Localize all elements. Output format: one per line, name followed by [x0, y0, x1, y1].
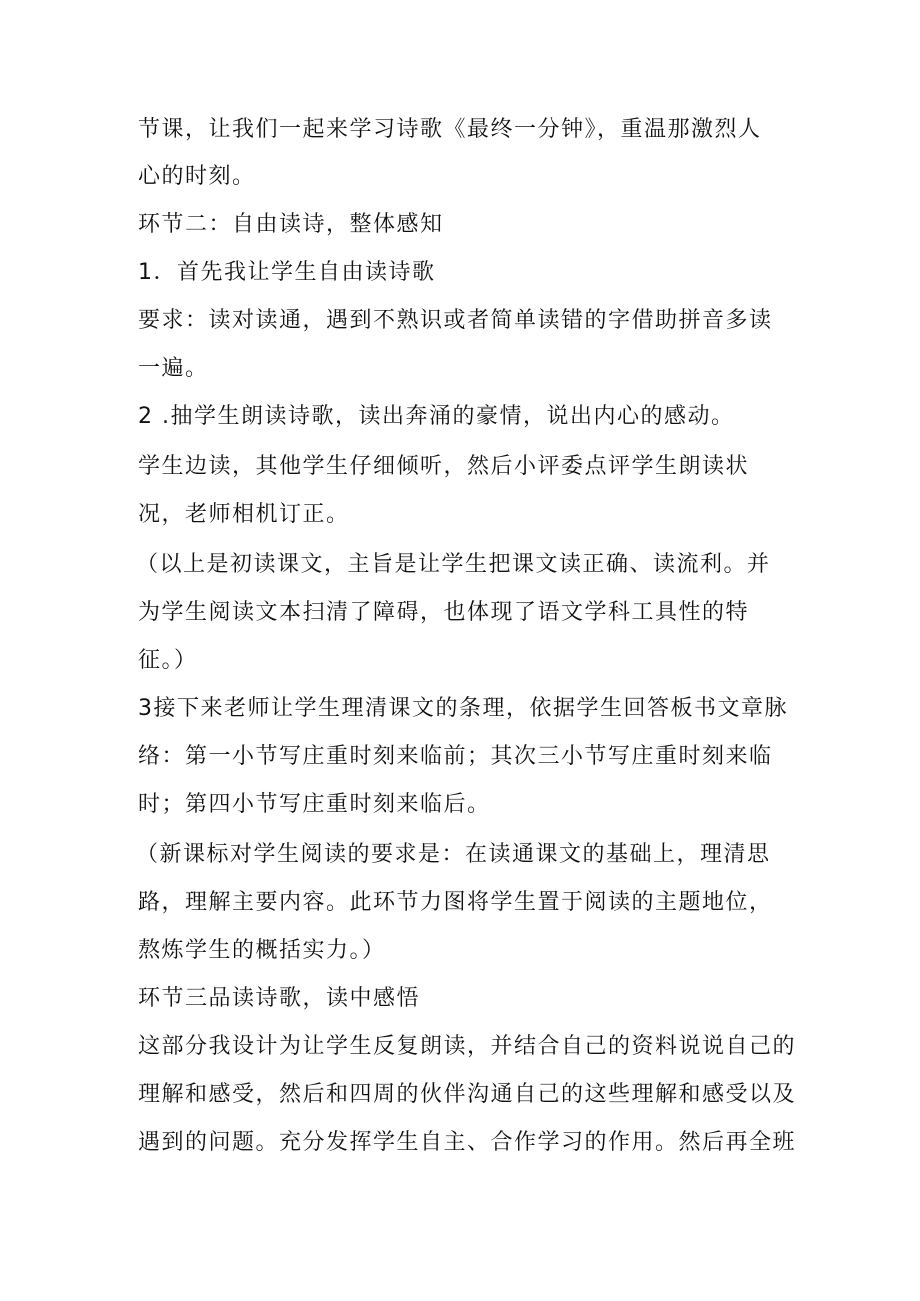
- text-line: 学生边读，其他学生仔细倾听，然后小评委点评学生朗读状: [138, 454, 750, 479]
- text-line: 理解和感受，然后和四周的伙伴沟通自己的这些理解和感受以及: [138, 1082, 797, 1107]
- text-line: 1．首先我让学生自由读诗歌: [138, 260, 436, 285]
- text-line: 一遍。: [138, 356, 209, 381]
- text-line: 要求：读对读通，遇到不熟识或者简单读错的字借助拼音多读: [138, 308, 773, 333]
- text-line: 遇到的问题。充分发挥学生自主、合作学习的作用。然后再全班: [138, 1130, 797, 1155]
- text-line: 况，老师相机订正。: [138, 502, 350, 527]
- text-line: 心的时刻。: [138, 164, 256, 189]
- text-line: 征。）: [138, 648, 198, 673]
- text-line: （以上是初读课文，主旨是让学生把课文读正确、读流利。并: [136, 552, 771, 577]
- text-line: 这部分我设计为让学生反复朗读，并结合自己的资料说说自己的: [138, 1034, 797, 1059]
- section-heading: 环节二：自由读诗，整体感知: [138, 212, 444, 237]
- text-line: 2 .抽学生朗读诗歌，读出奔涌的豪情，说出内心的感动。: [138, 404, 735, 429]
- text-line: 路，理解主要内容。此环节力图将学生置于阅读的主题地位，: [138, 890, 773, 915]
- text-line: 为学生阅读文本扫清了障碍，也体现了语文学科工具性的特: [138, 600, 750, 625]
- text-line: 3接下来老师让学生理清课文的条理，依据学生回答板书文章脉: [138, 696, 788, 721]
- text-line: 节课，让我们一起来学习诗歌《最终一分钟》，重温那激烈人: [138, 117, 762, 142]
- text-line: 熬炼学生的概括实力。）: [138, 938, 386, 963]
- text-line: （新课标对学生阅读的要求是：在读通课文的基础上，理清思: [136, 842, 771, 867]
- text-line: 时；第四小节写庄重时刻来临后。: [138, 792, 491, 817]
- text-line: 络：第一小节写庄重时刻来临前；其次三小节写庄重时刻来临: [138, 744, 773, 769]
- section-heading: 环节三品读诗歌，读中感悟: [138, 986, 421, 1011]
